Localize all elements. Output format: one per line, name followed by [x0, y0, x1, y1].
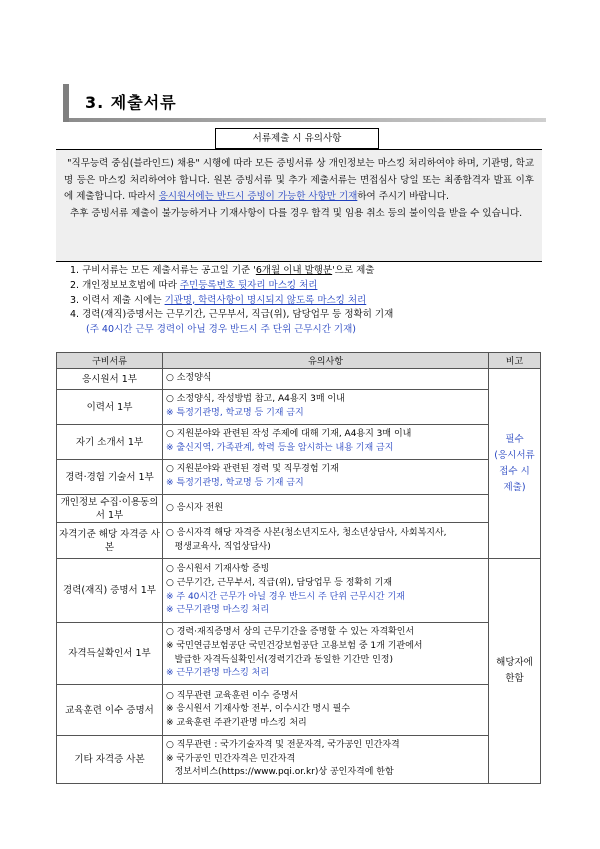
requirement-3: 3. 이력서 제출 시에는 기관명, 학력사항이 명시되지 않도록 마스킹 처리: [70, 294, 367, 306]
document-name: 자기 소개서 1부: [57, 425, 163, 460]
header-doc: 구비서류: [57, 353, 163, 369]
notice-text-end: 하여 주시기 바랍니다.: [357, 191, 449, 202]
note-line: ○ 근무기간, 근무부서, 직급(위), 담당업무 등 정확히 기재: [166, 577, 393, 588]
requirements-list: [70, 264, 540, 338]
note-line: ○ 응시원서 기재사항 증빙: [166, 564, 270, 575]
document-name: 자격득실확인서 1부: [57, 623, 163, 685]
note-line: ○ 직무관련 : 국가기술자격 및 전문자격, 국가공인 민간자격: [166, 740, 400, 751]
document-notes: [163, 559, 489, 623]
table-row: [57, 623, 541, 685]
note-line: ※ 응시원서 기재사항 전부, 이수시간 명시 필수: [166, 704, 351, 715]
remark-required: 필수 (응시서류 접수 시 제출): [489, 369, 541, 559]
document-name: 응시원서 1부: [57, 369, 163, 390]
remark-applicable: 해당자에 한함: [489, 559, 541, 784]
document-notes: [163, 623, 489, 685]
table-row: [57, 523, 541, 559]
notice-paragraph-1: [56, 150, 542, 206]
document-notes: [163, 460, 489, 495]
notice-highlight: 응시원서에는 반드시 증빙이 가능한 사항만 기재: [158, 191, 358, 202]
notice-box: [56, 149, 542, 262]
document-name: 경력(재직) 증명서 1부: [57, 559, 163, 623]
table-header-row: [57, 353, 541, 369]
document-name: 기타 자격증 사본: [57, 736, 163, 784]
note-line: ○ 경력·재직증명서 상의 근무기간을 증명할 수 있는 자격확인서: [166, 627, 415, 638]
warning-line: ※ 특정기관명, 학교명 등 기재 금지: [166, 478, 304, 488]
notice-paragraph-2: [56, 206, 542, 223]
table-row: [57, 390, 541, 425]
requirement-4: 4. 경력(재직)증명서는 근무기간, 근무부서, 직급(위), 담당업무 등 정확히 기재: [70, 309, 394, 321]
document-name: 교육훈련 이수 증명서: [57, 685, 163, 736]
table-row: [57, 425, 541, 460]
document-name: 개인정보 수집·이용동의서 1부: [57, 495, 163, 523]
table-row: [57, 736, 541, 784]
requirement-4-note: (주 40시간 근무 경력이 아닐 경우 반드시 주 단위 근무시간 기재): [86, 324, 356, 336]
note-line: ※ 국가공인 민간자격은 민간자격: [166, 753, 296, 764]
note-line: 발급한 자격득실확인서(경력기간과 동일한 기간만 인정): [166, 654, 394, 665]
heading-underline: [69, 118, 546, 122]
document-notes: [163, 390, 489, 425]
note-line: ○ 지원분야와 관련된 경력 및 직무경험 기재: [166, 464, 339, 475]
document-notes: [163, 523, 489, 559]
note-line: ○ 응시자 전원: [166, 502, 224, 513]
section-title: 3. 제출서류: [85, 93, 177, 112]
table-row: [57, 685, 541, 736]
document-name: 자격기준 해당 자격증 사본: [57, 523, 163, 559]
document-name: 경력·경험 기술서 1부: [57, 460, 163, 495]
header-remarks: 비고: [489, 353, 541, 369]
note-line: 정보서비스(https://www.pqi.or.kr)상 공인자격에 한함: [166, 767, 394, 778]
document-notes: [163, 495, 489, 523]
requirement-1: 1. 구비서류는 모든 제출서류는 공고일 기준 '6개월 이내 발행분'으로 제출: [70, 265, 375, 276]
table-row: [57, 369, 541, 390]
note-line: ○ 응시자격 해당 자격증 사본(청소년지도사, 청소년상담사, 사회복지사,: [166, 527, 447, 538]
documents-table: [56, 352, 541, 784]
notice-title: 서류제출 시 유의사항: [215, 128, 379, 149]
warning-line: ※ 특정기관명, 학교명 등 기재 금지: [166, 408, 304, 418]
warning-line: ※ 주 40시간 근무가 아닐 경우 반드시 주 단위 근무시간 기재: [166, 591, 405, 602]
document-name: 이력서 1부: [57, 390, 163, 425]
warning-line: ※ 근무기관명 마스킹 처리: [166, 668, 270, 679]
warning-line: ※ 출신지역, 가족관계, 학력 등을 암시하는 내용 기재 금지: [166, 443, 394, 453]
documents-table-wrap: [56, 352, 540, 784]
note-line: ○ 소정양식: [166, 373, 212, 384]
table-row: [57, 559, 541, 623]
note-line: ※ 교육훈련 주관기관명 마스킹 처리: [166, 717, 307, 728]
note-line: ○ 직무관련 교육훈련 이수 증명서: [166, 690, 299, 701]
notice-text-2: 추후 증빙서류 제출이 불가능하거나 기재사항이 다를 경우 합격 및 임용 취소 등의 불이익을 받을 수 있습니다.: [70, 207, 523, 219]
notice-text: "직무능력 중심(블라인드) 채용" 시행에 따라 모든 증빙서류 상 개인정보는 마스킹 처리하여야 하며, 기관명, 학교명 등은 마스킹 처리하여야 합니다. 원본 증빙서류 및 추가 제출서류는 면접심사 당일 또는 최종합격자 발표 이후에 제출합니다. 따라서: [64, 158, 534, 202]
heading-accent-bar: [63, 84, 69, 122]
note-line: 평생교육사, 직업상담사): [166, 541, 271, 552]
header-notes: 유의사항: [163, 353, 489, 369]
document-notes: [163, 736, 489, 784]
table-row: [57, 460, 541, 495]
table-row: [57, 495, 541, 523]
document-notes: [163, 425, 489, 460]
note-line: ※ 국민연금보험공단 국민건강보험공단 고용보험 중 1개 기관에서: [166, 640, 423, 651]
note-line: ○ 소정양식, 작성방법 참고, A4용지 3매 이내: [166, 394, 345, 405]
document-notes: [163, 369, 489, 390]
document-notes: [163, 685, 489, 736]
section-heading: [63, 82, 546, 124]
requirement-2: 2. 개인정보보호법에 따라 주민등록번호 뒷자리 마스킹 처리: [70, 279, 318, 291]
warning-line: ※ 근무기관명 마스킹 처리: [166, 605, 270, 616]
note-line: ○ 지원분야와 관련된 작성 주제에 대해 기재, A4용지 3매 이내: [166, 429, 412, 440]
